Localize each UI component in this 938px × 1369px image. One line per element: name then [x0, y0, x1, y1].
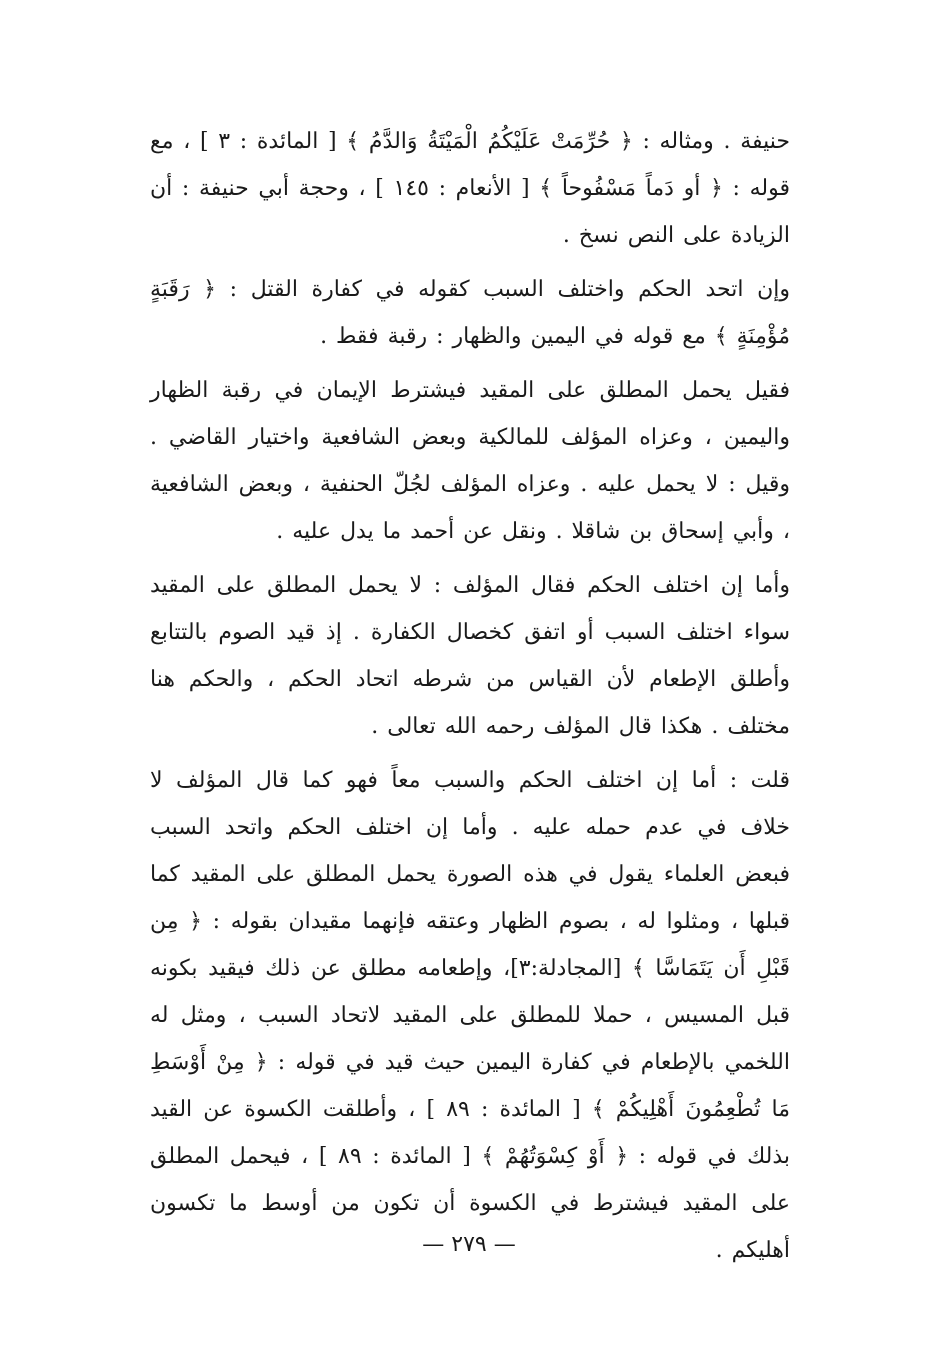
paragraph-5: قلت : أما إن اختلف الحكم والسبب معاً فهو كما قال المؤلف لا خلاف في عدم حمله عليه . وأما إن اختلف الحكم واتحد السبب فبعض العلماء يقول في هذه الصورة يحمل المطلق على المقيد كما قبلها ، ومثلوا له ، بصوم الظهار وعتقه فإنهما مقيدان بقوله : ﴿ مِن قَبْلِ أَن يَتَمَاسَّا ﴾ [المجادلة:٣]، وإطعامه مطلق عن ذلك فيقيد بكونه قبل المسيس ، حملا للمطلق على المقيد لاتحاد السبب ، ومثل له اللخمي بالإطعام في كفارة اليمين حيث قيد في قوله : ﴿ مِنْ أَوْسَطِ مَا تُطْعِمُونَ أَهْلِيكُمْ ﴾ [ المائدة : ٨٩ ] ، وأطلقت الكسوة عن القيد بذلك في قوله : ﴿ أَوْ كِسْوَتُهُمْ ﴾ [ المائدة : ٨٩ ] ، فيحمل المطلق على المقيد فيشترط في الكسوة أن تكون من أوسط ما تكسون أهليكم . [150, 768, 791, 1263]
page-body [150, 118, 790, 1274]
paragraph-2: وإن اتحد الحكم واختلف السبب كقوله في كفارة القتل : ﴿ رَقَبَةٍ مُؤْمِنَةٍ ﴾ مع قوله في اليمين والظهار : رقبة فقط . [150, 277, 790, 349]
page-number: — ٢٧٩ — [422, 1232, 516, 1257]
paragraph-4: وأما إن اختلف الحكم فقال المؤلف : لا يحمل المطلق على المقيد سواء اختلف السبب أو اتفق كخصال الكفارة . إذ قيد الصوم بالتتابع وأطلق الإطعام لأن القياس من شرطه اتحاد الحكم ، والحكم هنا مختلف . هكذا قال المؤلف رحمه الله تعالى . [150, 573, 790, 739]
paragraph-1: حنيفة . ومثاله : ﴿ حُرِّمَتْ عَلَيْكُمُ الْمَيْتَةُ وَالدَّمُ ﴾ [ المائدة : ٣ ] ، مع قوله : ﴿ أو دَماً مَسْفُوحاً ﴾ [ الأنعام : ١٤٥ ] ، وحجة أبي حنيفة : أن الزيادة على النص نسخ . [150, 129, 790, 248]
paragraph-3: فقيل يحمل المطلق على المقيد فيشترط الإيمان في رقبة الظهار واليمين ، وعزاه المؤلف للمالكية وبعض الشافعية واختيار القاضي . وقيل : لا يحمل عليه . وعزاه المؤلف لجُلّ الحنفية ، وبعض الشافعية ، وأبي إسحاق بن شاقلا . ونقل عن أحمد ما يدل عليه . [150, 378, 790, 544]
